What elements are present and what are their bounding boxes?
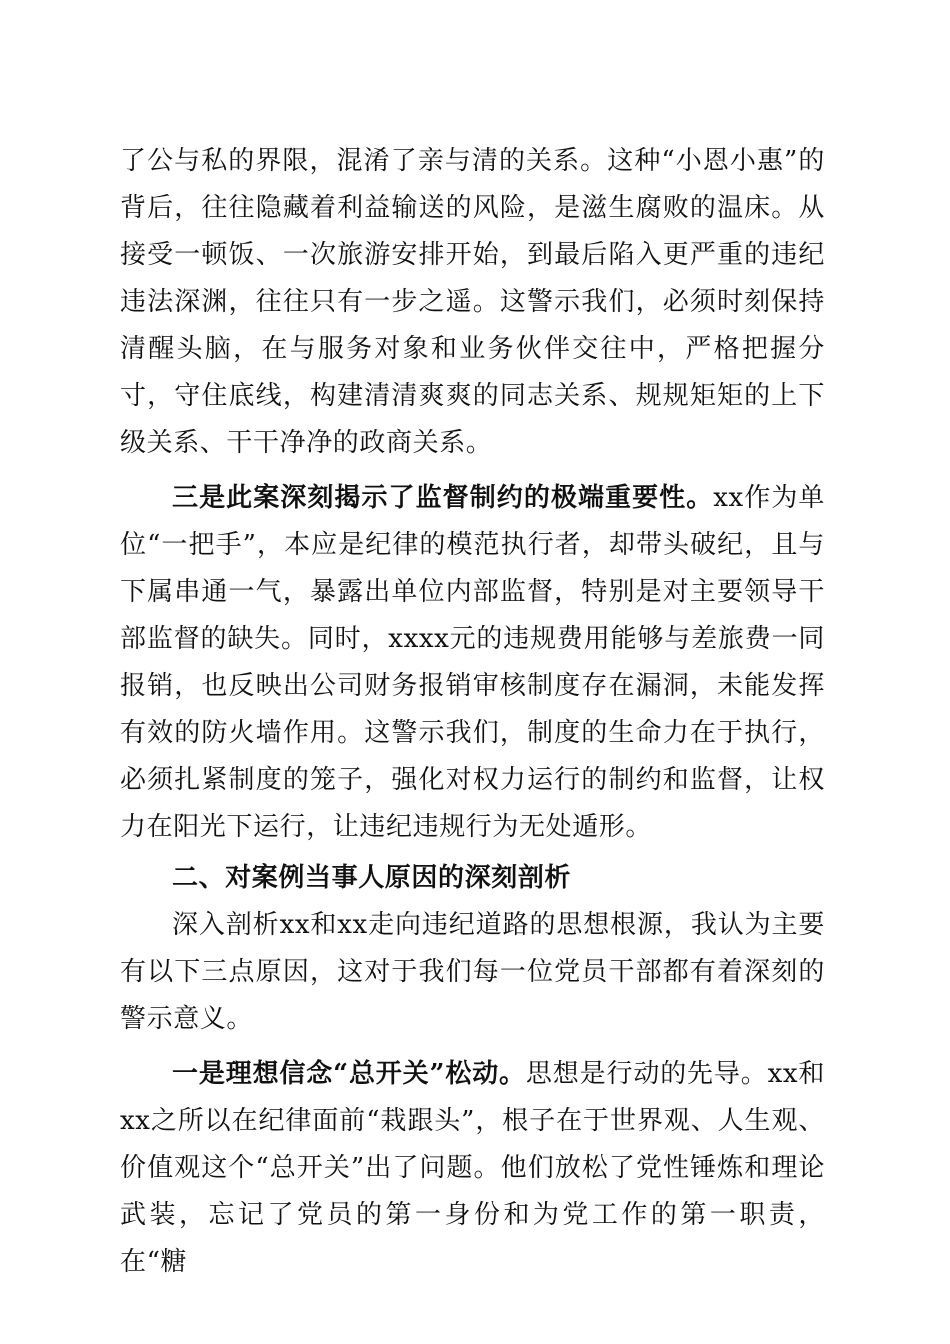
paragraph-ideals-lead: 一是理想信念“总开关”松动。	[172, 1059, 526, 1089]
paragraph-analysis-intro: 深入剖析xx和xx走向违纪道路的思想根源，我认为主要有以下三点原因，这对于我们每一位党员干部都有着深刻的警示意义。	[120, 910, 825, 1034]
paragraph-supervision-lead: 三是此案深刻揭示了监督制约的极端重要性。	[172, 483, 714, 513]
section-heading: 二、对案例当事人原因的深刻剖析	[172, 863, 572, 893]
paragraph-ideals	[120, 1051, 825, 1286]
paragraph-ideals-body: 思想是行动的先导。xx和xx之所以在纪律面前“栽跟头”，根子在于世界观、人生观、价值观这个“总开关”出了问题。他们放松了党性锤炼和理论武装，忘记了党员的第一身份和为党工作的第一职责，在“糖	[120, 1059, 825, 1277]
paragraph-supervision	[120, 475, 825, 851]
paragraph-continuation: 了公与私的界限，混淆了亲与清的关系。这种“小恩小惠”的背后，往往隐藏着利益输送的风险，是滋生腐败的温床。从接受一顿饭、一次旅游安排开始，到最后陷入更严重的违纪违法深渊，往往只有一步之遥。这警示我们，必须时刻保持清醒头脑，在与服务对象和业务伙伴交往中，严格把握分寸，守住底线，构建清清爽爽的同志关系、规规矩矩的上下级关系、干干净净的政商关系。	[120, 146, 825, 458]
document-body	[120, 138, 825, 1286]
paragraph-supervision-body: xx作为单位“一把手”，本应是纪律的模范执行者，却带头破纪，且与下属串通一气，暴露出单位内部监督，特别是对主要领导干部监督的缺失。同时，xxxx元的违规费用能够与差旅费一同报销，也反映出公司财务报销审核制度存在漏洞，未能发挥有效的防火墙作用。这警示我们，制度的生命力在于执行，必须扎紧制度的笼子，强化对权力运行的制约和监督，让权力在阳光下运行，让违纪违规行为无处遁形。	[120, 483, 825, 842]
